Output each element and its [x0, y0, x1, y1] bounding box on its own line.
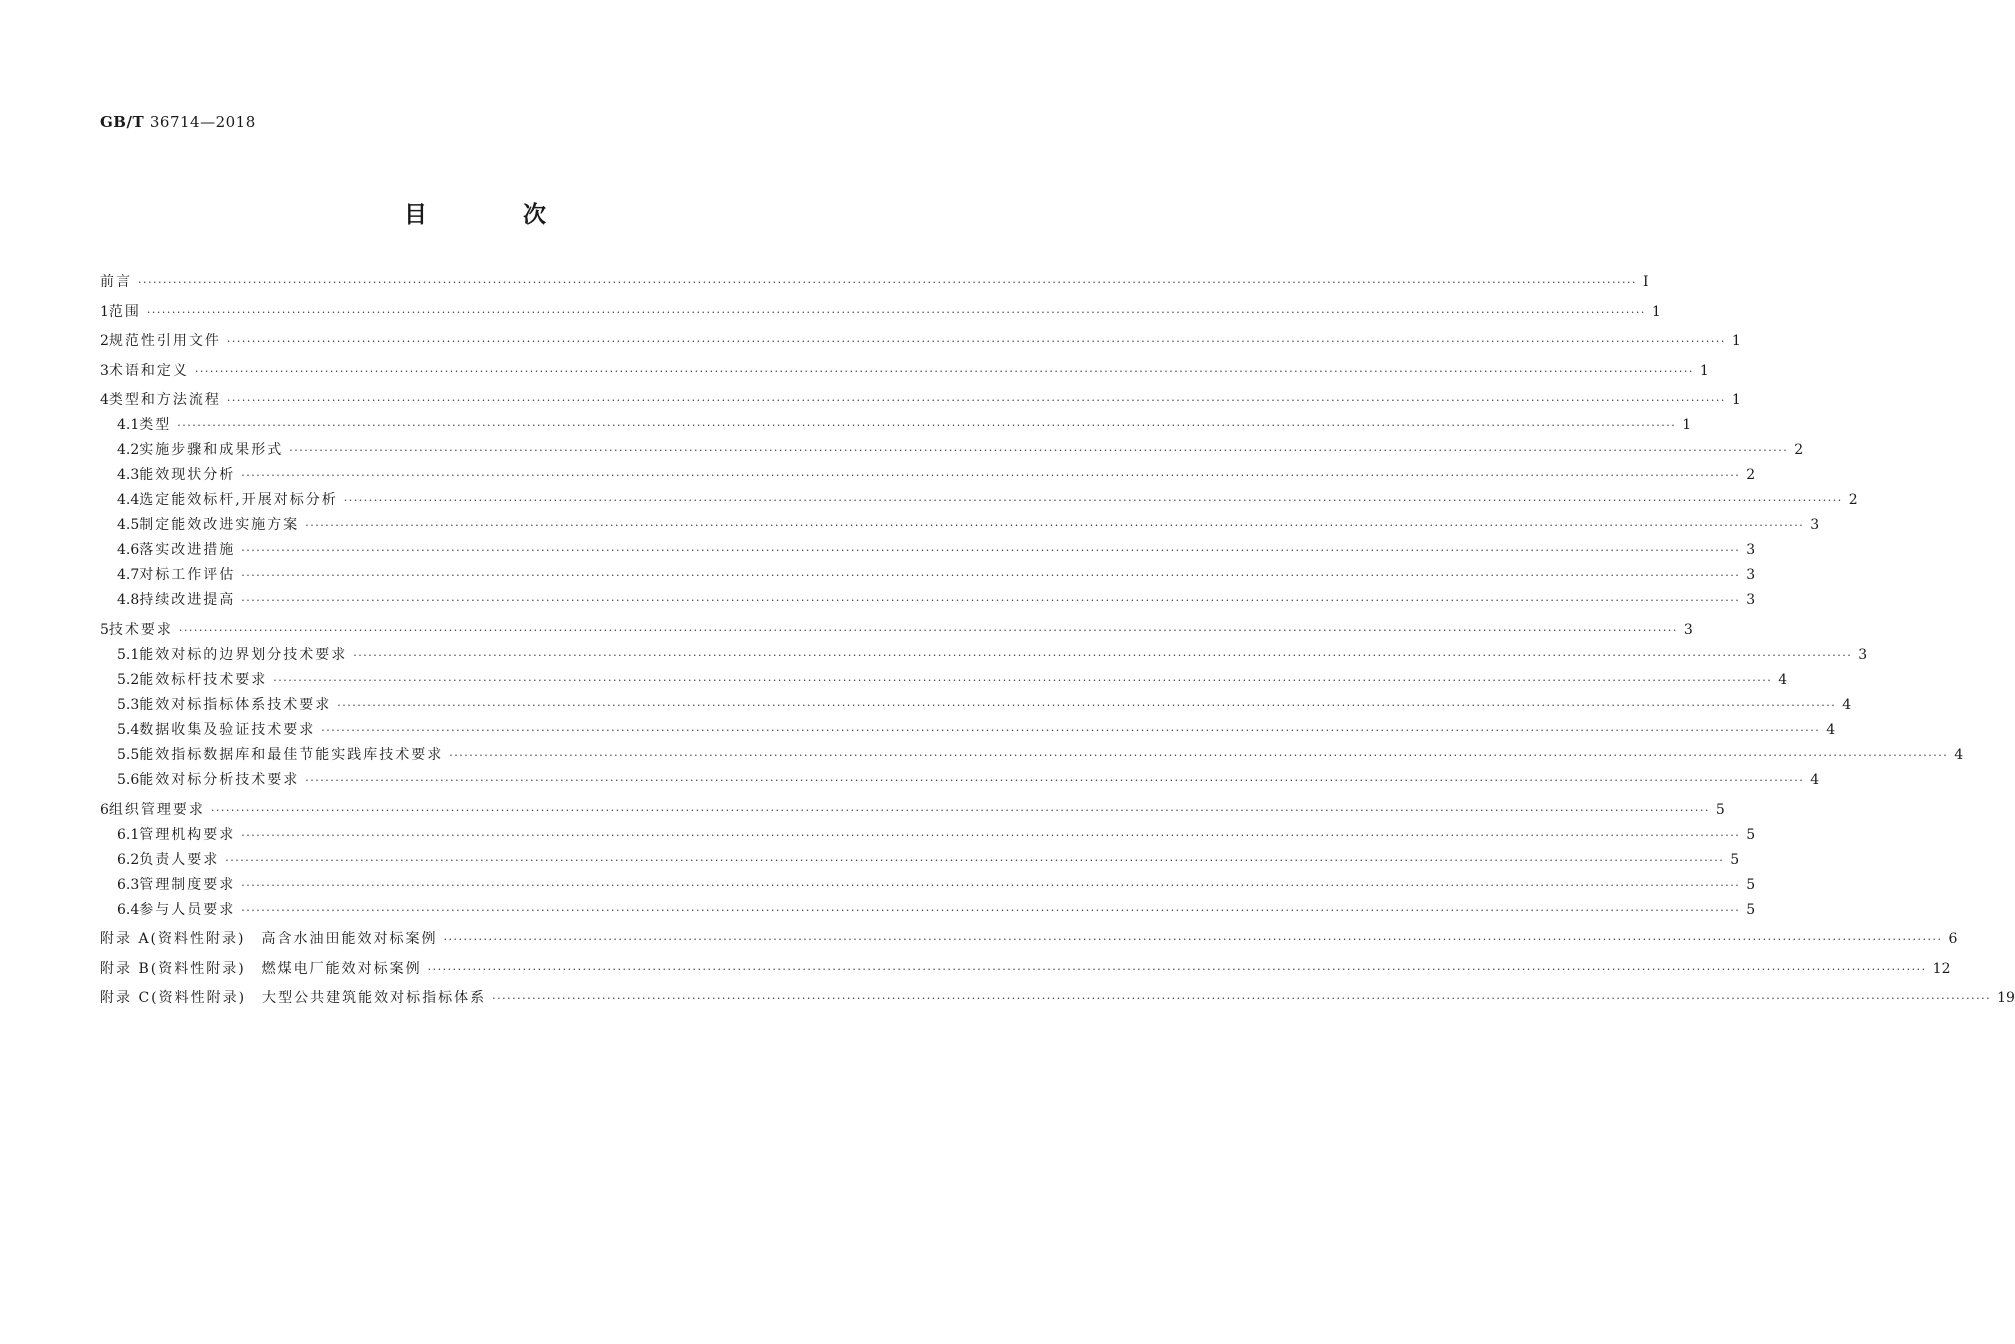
toc-entry-number: 5: [100, 618, 109, 643]
toc-entry-number: 6: [100, 798, 109, 823]
dot-leader: ············································································································································································································································································································: [146, 305, 1646, 319]
toc-entry[interactable]: [100, 538, 1756, 563]
toc-entry-number: 4.1: [117, 413, 139, 438]
toc-entry-page: 3: [1852, 643, 1867, 668]
dot-leader: ············································································································································································································································································································: [241, 828, 1741, 842]
dot-leader: ············································································································································································································································································································: [210, 803, 1710, 817]
toc-entry-label: 管理机构要求: [139, 823, 241, 848]
dot-leader: ············································································································································································································································································································: [225, 853, 1725, 867]
toc-entry-page: 3: [1740, 563, 1755, 588]
dot-leader: ············································································································································································································································································································: [427, 962, 1927, 976]
toc-entry-page: 5: [1740, 898, 1755, 923]
toc-entry[interactable]: [100, 743, 1964, 768]
toc-entry-label: 选定能效标杆,开展对标分析: [139, 488, 343, 513]
toc-entry-label: 附录 B(资料性附录) 燃煤电厂能效对标案例: [100, 957, 428, 982]
toc-entry[interactable]: [100, 957, 1951, 982]
standard-number: 36714—2018: [149, 113, 256, 131]
dot-leader: ············································································································································································································································································································: [273, 673, 1773, 687]
toc-entry-label: 参与人员要求: [139, 898, 241, 923]
toc-entry-label: 能效指标数据库和最佳节能实践库技术要求: [139, 743, 449, 768]
toc-entry[interactable]: [100, 927, 1958, 952]
toc-entry-number: 6.3: [117, 873, 139, 898]
toc-entry-page: Ⅰ: [1637, 270, 1649, 295]
toc-entry-label: 附录 A(资料性附录) 高含水油田能效对标案例: [100, 927, 443, 952]
toc-entry-number: 5.3: [117, 693, 139, 718]
toc-entry-label: 前言: [100, 270, 138, 295]
dot-leader: ············································································································································································································································································································: [343, 494, 1843, 508]
table-of-contents: [100, 270, 2015, 1011]
toc-entry-page: 5: [1710, 798, 1725, 823]
toc-entry-number: 4: [100, 388, 109, 413]
dot-leader: ············································································································································································································································································································: [289, 444, 1789, 458]
toc-entry-label: 规范性引用文件: [109, 329, 227, 354]
toc-entry-label: 类型和方法流程: [109, 388, 227, 413]
toc-entry-number: 4.6: [117, 538, 139, 563]
toc-entry[interactable]: [100, 388, 1741, 413]
toc-entry[interactable]: [100, 329, 1741, 354]
toc-entry-page: 3: [1804, 513, 1819, 538]
toc-entry[interactable]: [100, 718, 1836, 743]
toc-entry[interactable]: [100, 643, 1868, 668]
toc-entry-number: 6.2: [117, 848, 139, 873]
toc-entry[interactable]: [100, 413, 1692, 438]
toc-entry-page: 1: [1676, 413, 1691, 438]
dot-leader: ············································································································································································································································································································: [194, 364, 1694, 378]
toc-entry-label: 能效对标指标体系技术要求: [139, 693, 337, 718]
toc-entry-page: 5: [1740, 873, 1755, 898]
dot-leader: ············································································································································································································································································································: [241, 878, 1741, 892]
dot-leader: ············································································································································································································································································································: [241, 903, 1741, 917]
dot-leader: ············································································································································································································································································································: [321, 723, 1821, 737]
toc-entry[interactable]: [100, 986, 2015, 1011]
toc-entry-page: 3: [1740, 588, 1755, 613]
dot-leader: ············································································································································································································································································································: [241, 594, 1741, 608]
toc-entry-page: 4: [1836, 693, 1851, 718]
toc-entry-number: 4.4: [117, 488, 139, 513]
toc-entry-page: 1: [1646, 300, 1661, 325]
toc-entry-number: 3: [100, 359, 109, 384]
toc-entry-page: 5: [1724, 848, 1739, 873]
dot-leader: ············································································································································································································································································································: [449, 748, 1949, 762]
toc-entry-page: 4: [1948, 743, 1963, 768]
toc-entry[interactable]: [100, 768, 1820, 793]
toc-entry-label: 附录 C(资料性附录) 大型公共建筑能效对标指标体系: [100, 986, 492, 1011]
toc-entry-label: 能效对标分析技术要求: [139, 768, 305, 793]
dot-leader: ············································································································································································································································································································: [241, 544, 1741, 558]
dot-leader: ············································································································································································································································································································: [226, 394, 1726, 408]
standard-code: [100, 113, 256, 131]
toc-entry[interactable]: [100, 618, 1693, 643]
toc-entry-number: 4.5: [117, 513, 139, 538]
dot-leader: ············································································································································································································································································································: [305, 519, 1805, 533]
toc-entry[interactable]: [100, 513, 1820, 538]
toc-entry-label: 实施步骤和成果形式: [139, 438, 289, 463]
standard-prefix: GB/T: [100, 113, 145, 131]
toc-entry[interactable]: [100, 898, 1756, 923]
toc-entry-page: 2: [1788, 438, 1803, 463]
dot-leader: ············································································································································································································································································································: [305, 773, 1805, 787]
dot-leader: ············································································································································································································································································································: [492, 992, 1992, 1006]
toc-entry-page: 4: [1772, 668, 1787, 693]
toc-entry[interactable]: [100, 798, 1725, 823]
toc-entry-label: 制定能效改进实施方案: [139, 513, 305, 538]
toc-entry-number: 6.4: [117, 898, 139, 923]
toc-entry[interactable]: [100, 270, 1649, 295]
toc-entry-label: 组织管理要求: [109, 798, 211, 823]
toc-entry-page: 2: [1843, 488, 1858, 513]
toc-entry[interactable]: [100, 873, 1756, 898]
toc-entry-label: 管理制度要求: [139, 873, 241, 898]
toc-entry-label: 能效标杆技术要求: [139, 668, 273, 693]
toc-entry-page: 3: [1678, 618, 1693, 643]
toc-entry-page: 5: [1740, 823, 1755, 848]
toc-entry-number: 5.1: [117, 643, 139, 668]
toc-entry-label: 能效现状分析: [139, 463, 241, 488]
toc-entry-page: 1: [1726, 329, 1741, 354]
toc-entry-page: 19: [1991, 986, 2015, 1011]
dot-leader: ············································································································································································································································································································: [177, 419, 1677, 433]
toc-entry[interactable]: [100, 588, 1756, 613]
dot-leader: ············································································································································································································································································································: [241, 469, 1741, 483]
toc-entry-label: 对标工作评估: [139, 563, 241, 588]
toc-entry-page: 6: [1942, 927, 1957, 952]
toc-entry[interactable]: [100, 693, 1852, 718]
dot-leader: ············································································································································································································································································································: [443, 933, 1943, 947]
toc-entry-label: 能效对标的边界划分技术要求: [139, 643, 353, 668]
dot-leader: ············································································································································································································································································································: [226, 335, 1726, 349]
toc-entry[interactable]: [100, 438, 1804, 463]
toc-entry-page: 12: [1927, 957, 1951, 982]
dot-leader: ············································································································································································································································································································: [178, 623, 1678, 637]
toc-entry[interactable]: [100, 488, 1858, 513]
toc-entry[interactable]: [100, 848, 1740, 873]
toc-entry-page: 2: [1740, 463, 1755, 488]
toc-entry[interactable]: [100, 463, 1756, 488]
toc-entry-label: 落实改进措施: [139, 538, 241, 563]
toc-entry-label: 数据收集及验证技术要求: [139, 718, 321, 743]
toc-entry-page: 1: [1694, 359, 1709, 384]
toc-entry-number: 4.2: [117, 438, 139, 463]
dot-leader: ············································································································································································································································································································: [138, 276, 1637, 289]
toc-entry-number: 5.2: [117, 668, 139, 693]
toc-entry-label: 负责人要求: [139, 848, 225, 873]
toc-entry-number: 5.4: [117, 718, 139, 743]
toc-entry-label: 范围: [109, 300, 147, 325]
toc-entry-page: 4: [1804, 768, 1819, 793]
toc-entry-label: 持续改进提高: [139, 588, 241, 613]
toc-entry-number: 4.3: [117, 463, 139, 488]
page-title: 目 次: [403, 202, 590, 228]
toc-entry-page: 1: [1726, 388, 1741, 413]
toc-entry-number: 4.7: [117, 563, 139, 588]
toc-entry-number: 5.5: [117, 743, 139, 768]
toc-entry[interactable]: [100, 563, 1756, 588]
dot-leader: ············································································································································································································································································································: [241, 569, 1741, 583]
toc-entry-number: 5.6: [117, 768, 139, 793]
dot-leader: ············································································································································································································································································································: [337, 698, 1837, 712]
toc-entry-number: 4.8: [117, 588, 139, 613]
toc-entry[interactable]: [100, 823, 1756, 848]
toc-entry-number: 2: [100, 329, 109, 354]
dot-leader: ············································································································································································································································································································: [353, 648, 1853, 662]
toc-entry-page: 4: [1820, 718, 1835, 743]
toc-entry-number: 6.1: [117, 823, 139, 848]
toc-entry[interactable]: [100, 300, 1661, 325]
toc-entry-label: 术语和定义: [109, 359, 195, 384]
toc-entry-page: 3: [1740, 538, 1755, 563]
toc-entry-label: 类型: [139, 413, 177, 438]
toc-entry-number: 1: [100, 300, 109, 325]
toc-entry[interactable]: [100, 359, 1709, 384]
toc-entry-label: 技术要求: [109, 618, 179, 643]
toc-entry[interactable]: [100, 668, 1788, 693]
